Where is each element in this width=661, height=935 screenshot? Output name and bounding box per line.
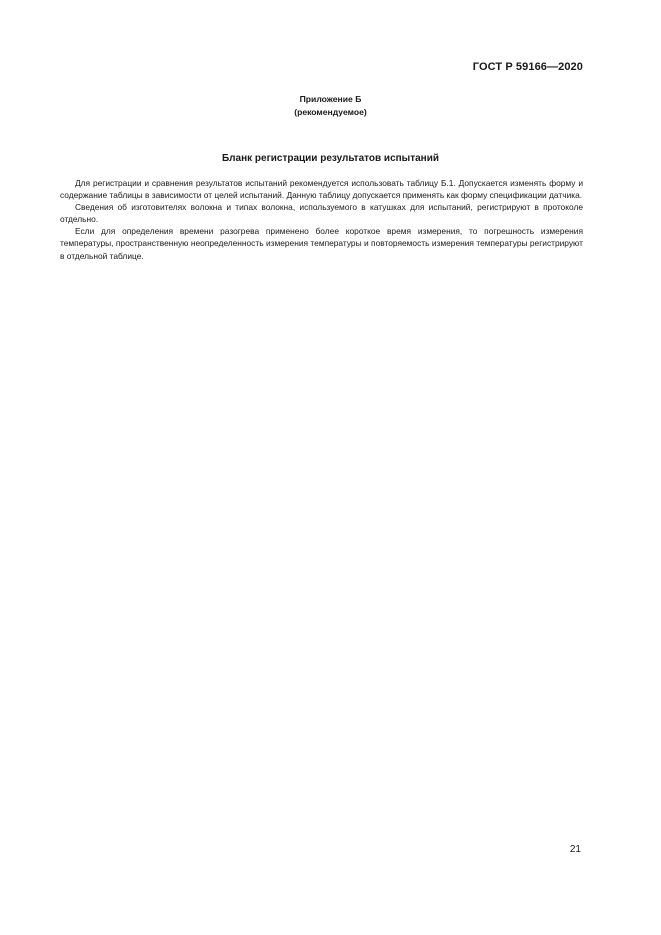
paragraph: Сведения об изготовителях волокна и типах волокна, используемого в катушках для испытаний, регистрируют в протоколе отдельно. — [60, 202, 583, 225]
appendix-subtitle: (рекомендуемое) — [294, 107, 367, 117]
appendix-title: Приложение Б — [299, 94, 362, 104]
paragraph: Для регистрации и сравнения результатов испытаний рекомендуется использовать таблицу Б.1. Допускается изменять форму и содержание таблицы в зависимости от целей испытаний. Данную таблицу допускается применять как форму спецификации датчика. — [60, 178, 583, 201]
page-number: 21 — [569, 844, 581, 855]
document-code: ГОСТ Р 59166—2020 — [472, 61, 583, 73]
body-text — [60, 177, 583, 262]
paragraph: Если для определения времени разогрева применено более короткое время измерения, то погрешность измерения температуры, пространственную неопределенность измерения температуры и повторяемость измерения температуры регистрируют в отдельной таблице. — [60, 226, 583, 261]
section-title: Бланк регистрации результатов испытаний — [221, 153, 440, 164]
appendix-heading — [0, 93, 661, 119]
